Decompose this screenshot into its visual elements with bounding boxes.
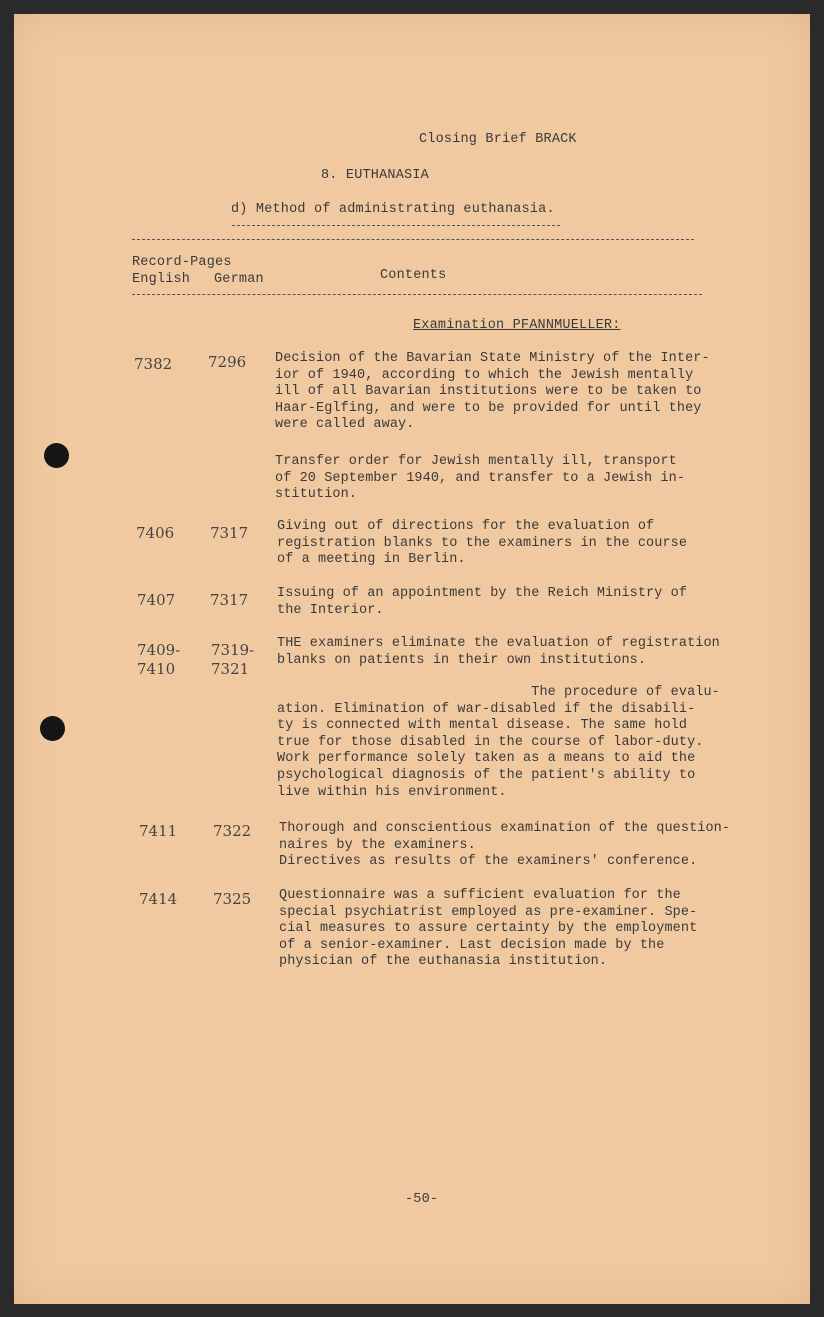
column-header-contents: Contents [380, 268, 447, 283]
column-header-german: German [214, 272, 264, 287]
entry-3-german-page: 7317 [210, 524, 249, 542]
table-header-rule [132, 294, 702, 295]
entry-8-contents: Questionnaire was a sufficient evaluation for the special psychiatrist employed as pre-examiner. Spe- cial measures to assure certainty by the employment of a senior-examiner. Last decision made by the physician of the euthanasia institution. [279, 888, 698, 970]
entry-4-german-page: 7317 [210, 591, 249, 609]
page-number: -50- [405, 1192, 439, 1207]
section-title: 8. EUTHANASIA [321, 168, 429, 183]
entry-4-contents: Issuing of an appointment by the Reich Ministry of the Interior. [277, 586, 688, 618]
entry-6-contents: The procedure of evalu- ation. Elimination of war-disabled if the disabili- ty is connected with mental disease. The same hold true for those disabled in the course of labor-duty. Work performance solely taken as a means to aid the psychological diagnosis of the patient's ability to live within his environment. [277, 685, 720, 800]
entry-7-german-page: 7322 [213, 822, 252, 840]
entry-4-english-page: 7407 [137, 591, 176, 609]
entry-3-contents: Giving out of directions for the evaluation of registration blanks to the examiners in the course of a meeting in Berlin. [277, 519, 688, 568]
punch-hole-top [44, 443, 69, 468]
subsection-underline [232, 225, 560, 226]
entry-8-english-page: 7414 [139, 890, 178, 908]
entry-7-contents: Thorough and conscientious examination of the question- naires by the examiners. Directives as results of the examiners' conference. [279, 821, 731, 870]
column-header-english: English [132, 272, 191, 287]
entry-1-contents: Decision of the Bavarian State Ministry of the Inter- ior of 1940, according to which the Jewish mentally ill of all Bavarian institutions were to be taken to Haar-Eglfing, and were to be provided for until they were called away. [275, 351, 710, 433]
examination-heading: Examination PFANNMUELLER: [413, 318, 621, 333]
document-page [14, 14, 810, 1304]
entry-1-german-page: 7296 [208, 353, 247, 371]
subsection-title: d) Method of administrating euthanasia. [231, 202, 555, 217]
entry-5-english-page: 7409- 7410 [137, 641, 181, 678]
closing-brief-title: Closing Brief BRACK [419, 132, 577, 147]
entry-1-english-page: 7382 [134, 355, 173, 373]
entry-5-german-page: 7319- 7321 [211, 641, 255, 678]
entry-7-english-page: 7411 [139, 822, 178, 840]
entry-5-contents: THE examiners eliminate the evaluation of registration blanks on patients in their own institutions. [277, 636, 720, 668]
table-top-rule [132, 239, 694, 240]
entry-3-english-page: 7406 [136, 524, 175, 542]
entry-8-german-page: 7325 [213, 890, 252, 908]
column-header-record-pages: Record-Pages [132, 255, 232, 270]
punch-hole-bottom [40, 716, 65, 741]
entry-2-contents: Transfer order for Jewish mentally ill, transport of 20 September 1940, and transfer to a Jewish in- stitution. [275, 454, 686, 503]
